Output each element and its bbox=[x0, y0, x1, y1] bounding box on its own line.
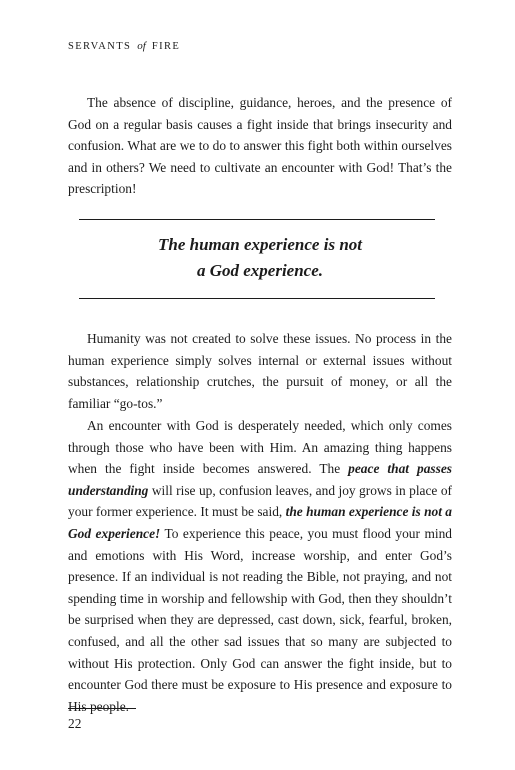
running-header-title-start: SERVANTS bbox=[68, 41, 132, 52]
paragraph-3-text-3: To experience this peace, you must flood your mind and emotions with His Word, increase worship, and enter God’s presence. If an individual is not reading the Bible, not praying, and not spending time in worship and fellowship with God, then they shouldn’t be surprised when they are depressed, cast down, sick, fearful, broken, confused, and all the other sad issues that so many are subjected to without His protection. Only God can answer the fight inside, but to encounter God there must be exposure to His presence and exposure to His people. bbox=[68, 525, 452, 714]
emphasis-peace: peace that passes understanding bbox=[68, 461, 452, 498]
paragraph-3 bbox=[68, 415, 452, 717]
emphasis-human-experience: the human experience is not a God experience! bbox=[68, 504, 452, 541]
pull-quote-bottom-rule bbox=[79, 298, 435, 299]
running-header bbox=[68, 40, 180, 52]
paragraph-2: Humanity was not created to solve these issues. No process in the human experience simply solves internal or external issues without substances, relationship crutches, the pursuit of money, or all the familiar “go-tos.” bbox=[68, 331, 452, 411]
pull-quote-top-rule bbox=[79, 219, 435, 220]
running-header-title-end: FIRE bbox=[151, 41, 181, 52]
page-number: 22 bbox=[68, 716, 82, 731]
paragraph-1: The absence of discipline, guidance, heroes, and the presence of God on a regular basis causes a fight inside that brings insecurity and confusion. What are we to do to answer this fight both within ourselves and in others? We need to cultivate an encounter with God! That’s the prescription! bbox=[68, 95, 452, 197]
pull-quote-line-2: a God experience. bbox=[196, 261, 324, 280]
pull-quote-line-1: The human experience is not bbox=[157, 235, 362, 254]
footer-rule bbox=[68, 708, 136, 709]
paragraph-3-text-2: will rise up, confusion leaves, and joy grows in place of your former experience. It must be said, bbox=[68, 482, 452, 520]
running-header-title-of: of bbox=[137, 40, 146, 52]
paragraph-3-text-1: An encounter with God is desperately needed, which only comes through those who have been with Him. An amazing thing happens when the fight inside becomes answered. The bbox=[68, 418, 452, 477]
pull-quote bbox=[68, 232, 452, 284]
